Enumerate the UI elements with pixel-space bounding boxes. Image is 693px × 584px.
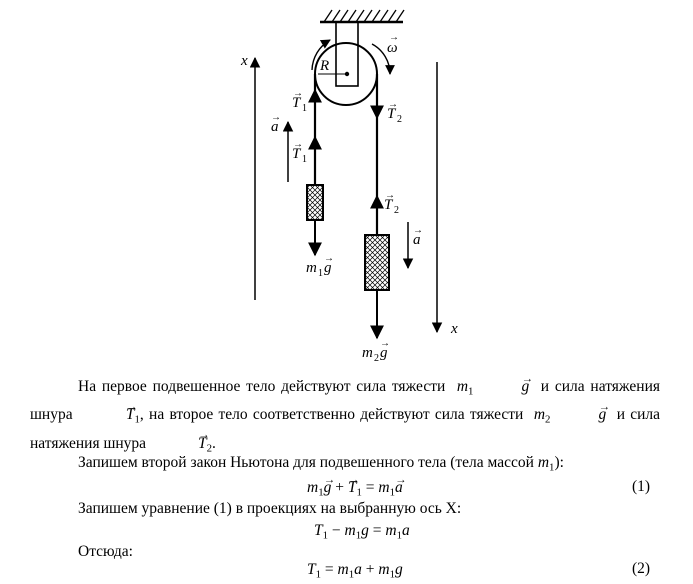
- svg-text:→: →: [389, 32, 399, 43]
- mass-2-block: [365, 235, 389, 290]
- svg-text:2: 2: [374, 353, 379, 364]
- label-m1g: m: [306, 260, 317, 276]
- svg-text:→: →: [388, 99, 398, 110]
- equation-2: $T_1 = m_1a + m_1g$: [307, 561, 403, 581]
- svg-text:→: →: [324, 253, 334, 264]
- paragraph-forces: На первое подвешенное тело действуют сила тяжести $m_1\to g$ и сила натяжения шнура → $T_1$, на второе тело соответственно действуют сила тяжести $m_2\to g$ и сила натяжения шнура → $T_2$.: [30, 375, 660, 460]
- svg-text:1: 1: [318, 268, 323, 279]
- svg-text:→: →: [385, 190, 395, 201]
- mass-1-block: [307, 185, 323, 220]
- equation-1-number: (1): [632, 478, 651, 495]
- equation-1: $m_1\to g$ + → $T_1 = m_1\to a$: [307, 478, 403, 502]
- label-T2-top: T: [387, 106, 396, 122]
- svg-text:g: g: [380, 345, 388, 361]
- label-m2g: m: [362, 345, 373, 361]
- label-a-right: a: [413, 232, 421, 248]
- equation-2-number: (2): [632, 560, 651, 577]
- svg-text:→: →: [293, 139, 303, 150]
- svg-text:g: g: [324, 260, 332, 276]
- svg-text:→: →: [380, 338, 390, 349]
- svg-text:2: 2: [397, 114, 402, 125]
- paragraph-projection: Запишем уравнение (1) в проекциях на выбранную ось X:: [78, 500, 462, 517]
- paragraph-hence: Отсюда:: [78, 543, 133, 560]
- label-x-left: x: [241, 53, 248, 69]
- svg-text:2: 2: [394, 205, 399, 216]
- svg-text:→: →: [413, 225, 423, 236]
- equation-projection: $T_1 - m_1g = m_1a$: [314, 522, 410, 542]
- label-T1-mid: T: [292, 146, 301, 162]
- label-R: R: [320, 58, 330, 74]
- svg-text:1: 1: [302, 103, 307, 114]
- svg-text:1: 1: [302, 154, 307, 165]
- label-T1-top: T: [292, 95, 301, 111]
- ceiling: [320, 10, 404, 22]
- label-x-right: x: [451, 321, 458, 337]
- svg-text:→: →: [271, 112, 281, 123]
- label-T2-mid: T: [384, 197, 393, 213]
- label-omega: ω: [387, 40, 398, 56]
- paragraph-newton: Запишем второй закон Ньютона для подвешенного тела (тела массой $m_1$):: [78, 454, 564, 474]
- svg-text:→: →: [293, 88, 303, 99]
- label-a-left: a: [271, 119, 279, 135]
